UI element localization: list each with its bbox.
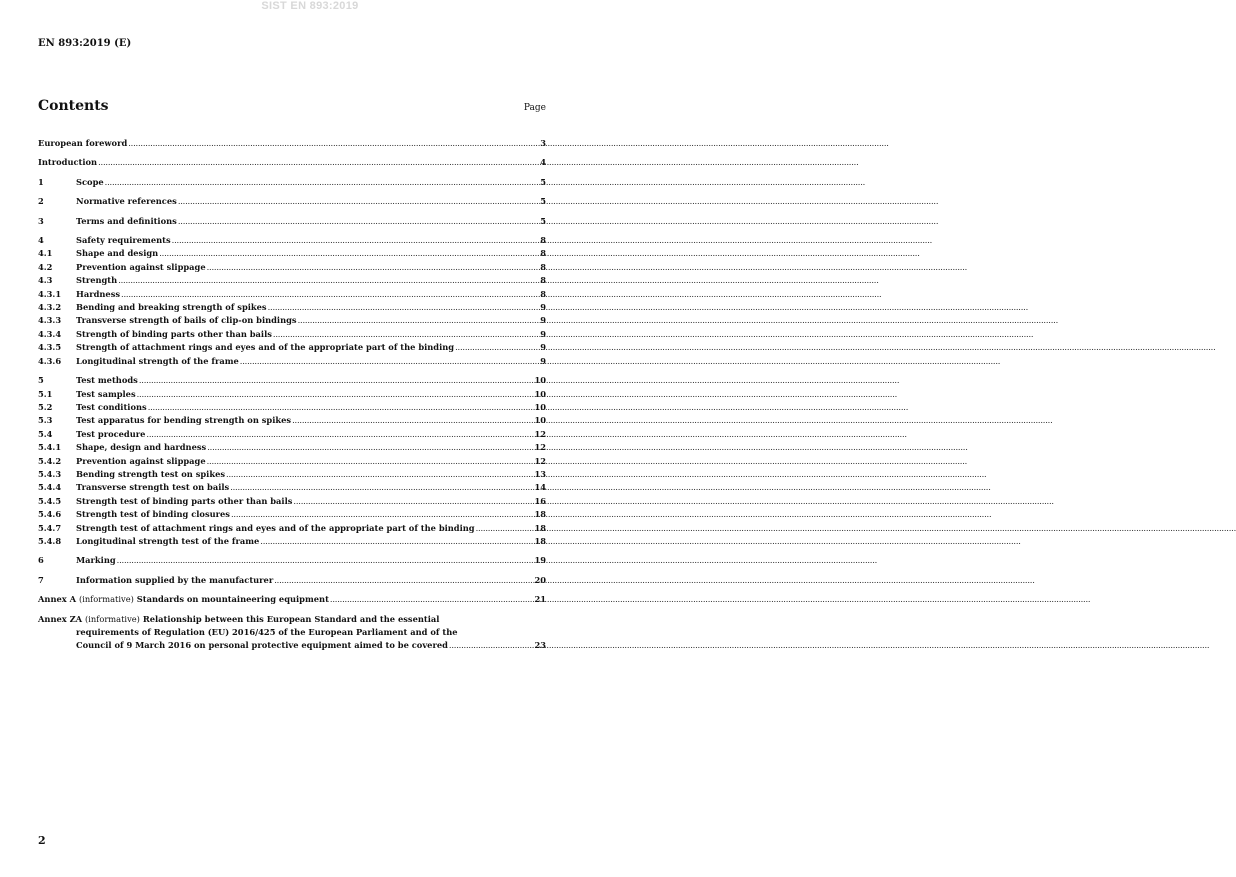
annex-za-label: Annex ZA <box>38 613 83 624</box>
toc-entry-number: 4.3.6 <box>38 355 62 366</box>
toc-entry[interactable] <box>38 274 546 287</box>
toc-entry-number: 1 <box>38 176 44 187</box>
toc-entry-page: 18 <box>534 535 546 546</box>
annex-za-page: 23 <box>534 640 546 651</box>
annex-a-label: Annex A <box>38 594 77 605</box>
toc-entry[interactable] <box>38 554 546 567</box>
toc-entry-title: Strength of binding parts other than bails <box>76 328 272 339</box>
toc-entry[interactable] <box>38 176 546 189</box>
toc-entry-page: 12 <box>534 428 546 439</box>
toc-dot-leader <box>139 374 534 387</box>
toc-entry-number: 4.3.4 <box>38 328 62 339</box>
toc-entry-title: Test samples <box>76 388 136 399</box>
toc-entry[interactable] <box>38 455 546 468</box>
toc-entry-title: European foreword <box>38 138 128 148</box>
toc-entry-number: 5.4 <box>38 428 53 439</box>
toc-entry-number: 5 <box>38 375 44 386</box>
toc-entry-page: 9 <box>540 355 546 366</box>
toc-dot-leader <box>117 554 534 567</box>
toc-entry-number: 5.4.3 <box>38 468 62 479</box>
toc-dot-leader <box>178 195 539 208</box>
toc-dot-leader <box>293 495 533 508</box>
toc-entry-number: 4.3.5 <box>38 342 62 353</box>
toc-entry-title: Test methods <box>76 375 138 386</box>
annex-za-continuation <box>38 626 546 639</box>
toc-entry-page: 12 <box>534 442 546 453</box>
toc-entry-title: Safety requirements <box>76 235 171 246</box>
toc-dot-leader <box>455 341 539 354</box>
toc-entry-page: 5 <box>540 176 546 187</box>
contents-header <box>38 98 546 114</box>
annex-za-final-line <box>38 639 546 652</box>
toc-entry-number: 5.4.6 <box>38 509 62 520</box>
toc-entry-page: 8 <box>540 288 546 299</box>
toc-entry-title: Test conditions <box>76 401 147 412</box>
toc-entry[interactable] <box>38 495 546 508</box>
toc-entry-page: 10 <box>534 375 546 386</box>
annex-za-title-line1: Relationship between this European Standard and the essential <box>142 613 440 624</box>
watermark: SIST EN 893:2019 <box>261 0 359 12</box>
toc-entry-title: Introduction <box>38 157 98 168</box>
toc-entry-title: Prevention against slippage <box>76 261 206 272</box>
toc-entry-title: Longitudinal strength of the frame <box>76 355 239 366</box>
toc-dot-leader <box>274 574 533 587</box>
toc-dot-leader <box>268 301 540 314</box>
toc-entry-page: 16 <box>534 495 546 506</box>
toc-dot-leader <box>273 328 539 341</box>
toc-entry-number: 5.4.1 <box>38 442 62 453</box>
toc-entry-page: 8 <box>540 275 546 286</box>
toc-entry-title: Information supplied by the manufacturer <box>76 574 274 585</box>
toc-entry-page: 8 <box>540 261 546 272</box>
toc-entry-page: 10 <box>534 401 546 412</box>
toc-dot-leader <box>230 481 533 494</box>
toc-dot-leader <box>292 414 533 427</box>
toc-entry-title: Test apparatus for bending strength on spikes <box>76 415 292 426</box>
toc-entry-number: 5.2 <box>38 401 53 412</box>
toc-entry-number: 4.3.1 <box>38 288 62 299</box>
toc-entries <box>38 137 546 587</box>
toc-dot-leader <box>231 508 533 521</box>
toc-dot-leader <box>105 176 540 189</box>
toc-dot-leader <box>449 639 534 652</box>
annex-a-page: 21 <box>534 594 546 605</box>
annex-a-note: (informative) <box>78 594 134 605</box>
toc-entry[interactable] <box>38 374 546 387</box>
toc-entry[interactable] <box>38 414 546 427</box>
toc-entry[interactable] <box>38 341 546 354</box>
toc-entry-title: Strength of attachment rings and eyes and of the appropriate part of the binding <box>76 342 455 353</box>
toc-entry-title: Bending and breaking strength of spikes <box>76 302 267 313</box>
toc-entry-page: 9 <box>540 342 546 353</box>
toc-entry-page: 8 <box>540 248 546 259</box>
toc-entry[interactable] <box>38 314 546 327</box>
toc-entry-number: 5.4.8 <box>38 535 62 546</box>
toc-entry-title: Hardness <box>76 288 121 299</box>
toc-entry[interactable] <box>38 522 546 535</box>
toc-entry[interactable] <box>38 261 546 274</box>
page-column-label: Page <box>523 103 546 113</box>
page-number: 2 <box>38 834 46 847</box>
toc-entry-page: 10 <box>534 388 546 399</box>
toc-entry-page: 14 <box>534 482 546 493</box>
toc-entry-title: Transverse strength test on bails <box>76 482 230 493</box>
toc-dot-leader <box>240 355 539 368</box>
toc-dot-leader <box>298 314 540 327</box>
toc-entry[interactable] <box>38 301 546 314</box>
toc-entry-title: Strength test of binding closures <box>76 509 230 520</box>
toc-entry-title: Test procedure <box>76 428 146 439</box>
toc-dot-leader <box>207 441 533 454</box>
contents-title: Contents <box>38 98 109 114</box>
toc-entry-title: Scope <box>76 176 104 187</box>
toc-dot-leader <box>118 274 539 287</box>
toc-entry-annex-za[interactable] <box>38 613 546 626</box>
toc-entry-number: 2 <box>38 196 44 207</box>
toc-dot-leader <box>207 261 540 274</box>
toc-entry-number: 4 <box>38 235 44 246</box>
toc-entry-annex-a[interactable] <box>38 593 546 606</box>
toc-entry-title: Normative references <box>76 196 177 207</box>
toc-dot-leader <box>137 388 534 401</box>
toc-dot-leader <box>146 428 533 441</box>
toc-dot-leader <box>128 137 539 150</box>
toc-entry[interactable] <box>38 234 546 247</box>
toc-entry-page: 12 <box>534 455 546 466</box>
toc-entry-title: Bending strength test on spikes <box>76 468 226 479</box>
toc-entry-number: 5.3 <box>38 415 53 426</box>
toc-entry[interactable] <box>38 247 546 260</box>
toc-dot-leader <box>260 535 533 548</box>
toc-entry-number: 5.4.4 <box>38 482 62 493</box>
toc-entry[interactable] <box>38 355 546 368</box>
toc-entry[interactable] <box>38 481 546 494</box>
toc-dot-leader <box>98 156 539 169</box>
toc-dot-leader <box>172 234 540 247</box>
toc-entry-title: Longitudinal strength test of the frame <box>76 535 260 546</box>
toc-entry-number: 4.3.2 <box>38 302 62 313</box>
toc-dot-leader <box>330 593 534 606</box>
toc-dot-leader <box>159 247 539 260</box>
toc-entry-title: Marking <box>76 555 116 566</box>
toc-entry[interactable] <box>38 401 546 414</box>
toc-dot-leader <box>226 468 533 481</box>
toc-entry-title: Shape and design <box>76 248 159 259</box>
toc-dot-leader <box>121 288 539 301</box>
toc-entry-page: 8 <box>540 235 546 246</box>
toc-entry-number: 5.4.7 <box>38 522 62 533</box>
toc-dot-leader <box>476 522 534 535</box>
toc-entry[interactable] <box>38 535 546 548</box>
table-of-contents <box>38 137 546 653</box>
annex-za-title-line3: Council of 9 March 2016 on personal protective equipment aimed to be covered <box>76 640 448 651</box>
toc-entry[interactable] <box>38 137 546 150</box>
annex-za-title-line2: requirements of Regulation (EU) 2016/425 of the European Parliament and of the <box>76 627 458 637</box>
toc-entry-page: 20 <box>534 574 546 585</box>
toc-entry[interactable] <box>38 215 546 228</box>
toc-entry-number: 7 <box>38 574 44 585</box>
toc-entry[interactable] <box>38 156 546 169</box>
toc-entry-page: 18 <box>534 509 546 520</box>
toc-entry-number: 4.3.3 <box>38 315 62 326</box>
toc-entry[interactable] <box>38 468 546 481</box>
toc-entry-title: Terms and definitions <box>76 215 177 226</box>
toc-entry-page: 9 <box>540 328 546 339</box>
annex-a-title: Standards on mountaineering equipment <box>136 594 329 605</box>
toc-dot-leader <box>207 455 534 468</box>
annex-za-heading <box>38 613 143 626</box>
toc-entry-page: 9 <box>540 302 546 313</box>
annex-a-heading <box>38 593 329 606</box>
toc-entry[interactable] <box>38 574 546 587</box>
toc-entry-title: Strength <box>76 275 118 286</box>
toc-entry-number: 5.1 <box>38 388 53 399</box>
toc-entry-page: 10 <box>534 415 546 426</box>
toc-entry-title: Shape, design and hardness <box>76 442 207 453</box>
toc-entry-number: 4.3 <box>38 275 53 286</box>
toc-dot-leader <box>178 215 539 228</box>
toc-entry[interactable] <box>38 441 546 454</box>
toc-entry[interactable] <box>38 195 546 208</box>
toc-entry[interactable] <box>38 288 546 301</box>
toc-entry-page: 3 <box>540 138 546 148</box>
toc-entry-number: 3 <box>38 215 44 226</box>
toc-entry-title: Prevention against slippage <box>76 455 206 466</box>
toc-entry-title: Strength test of binding parts other than bails <box>76 495 293 506</box>
toc-entry[interactable] <box>38 328 546 341</box>
toc-dot-leader <box>148 401 534 414</box>
toc-entry-page: 5 <box>540 215 546 226</box>
toc-entry-number: 4.1 <box>38 248 53 259</box>
standard-reference: EN 893:2019 (E) <box>38 38 132 49</box>
toc-entry-number: 6 <box>38 555 44 566</box>
toc-entry[interactable] <box>38 428 546 441</box>
toc-entry-page: 5 <box>540 196 546 207</box>
toc-entry[interactable] <box>38 508 546 521</box>
toc-entry-page: 4 <box>540 157 546 168</box>
toc-entry-number: 5.4.5 <box>38 495 62 506</box>
annex-za-title-block <box>143 613 546 626</box>
toc-entry-page: 18 <box>534 522 546 533</box>
annex-za-note: (informative) <box>85 613 140 624</box>
toc-entry-page: 13 <box>534 468 546 479</box>
toc-entry-title: Strength test of attachment rings and eyes and of the appropriate part of the binding <box>76 522 475 533</box>
toc-entry-page: 9 <box>540 315 546 326</box>
toc-entry-number: 4.2 <box>38 261 53 272</box>
toc-entry-number: 5.4.2 <box>38 455 62 466</box>
toc-entry-title: Transverse strength of bails of clip-on bindings <box>76 315 297 326</box>
toc-entry-page: 19 <box>534 555 546 566</box>
toc-entry[interactable] <box>38 388 546 401</box>
